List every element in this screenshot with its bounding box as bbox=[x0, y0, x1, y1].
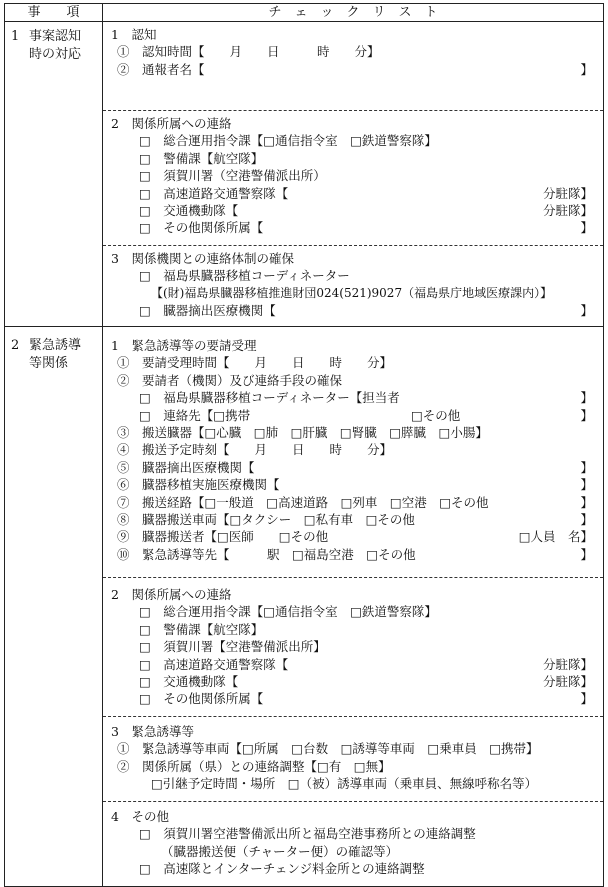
check-line: □ 総合運用指令課【□通信指令室 □鉄道警察隊】 bbox=[139, 133, 437, 149]
check-line bbox=[111, 389, 595, 406]
bracket-end: 分駐隊】 bbox=[542, 202, 593, 218]
check-line: ① 要請受理時間【 月 日 時 分】 bbox=[117, 355, 393, 371]
header-item: 事 項 bbox=[5, 4, 103, 22]
check-line bbox=[111, 61, 595, 78]
table-row bbox=[5, 327, 604, 887]
section-heading: 3 関係機関との連絡体制の確保 bbox=[111, 251, 294, 266]
item-cell bbox=[5, 327, 103, 887]
check-line bbox=[111, 673, 595, 690]
other-option: □その他 bbox=[411, 407, 461, 423]
line-text: □ 連絡先【□携帯 bbox=[139, 407, 251, 423]
check-line bbox=[111, 494, 595, 511]
bracket-end: 】 bbox=[580, 477, 593, 493]
table-row bbox=[5, 22, 604, 327]
bracket-end: 】 bbox=[580, 61, 593, 77]
section-liaison bbox=[103, 246, 603, 326]
header-row bbox=[5, 4, 604, 22]
line-text: ⑦ 搬送経路【□一般道 □高速道路 □列車 □空港 □その他 bbox=[117, 494, 489, 510]
line-text: ⑨ 臓器搬送者【□医師 □その他 bbox=[117, 529, 329, 545]
line-text: ⑥ 臓器移植実施医療機関【 bbox=[117, 477, 280, 493]
check-line: □ 須賀川署（空港警備派出所） bbox=[139, 168, 326, 184]
item-number: 2 bbox=[11, 338, 20, 353]
line-text: ⑤ 臓器摘出医療機関【 bbox=[117, 459, 255, 475]
check-line bbox=[111, 302, 595, 319]
check-line: □ 高速隊とインターチェンジ料金所との連絡調整 bbox=[139, 861, 425, 877]
checklist-table bbox=[4, 3, 604, 887]
header-checklist: チ ェ ッ ク リ ス ト bbox=[103, 4, 604, 22]
line-text: □ 高速道路交通警察隊【 bbox=[139, 656, 289, 672]
check-line: □ 福島県臓器移植コーディネーター bbox=[139, 268, 350, 284]
section-heading: 2 関係所属への連絡 bbox=[111, 116, 232, 131]
section-heading: 1 認知 bbox=[111, 27, 157, 42]
section-heading: 1 緊急誘導等の要請受理 bbox=[111, 338, 257, 353]
section-request bbox=[103, 327, 603, 578]
check-line bbox=[111, 528, 595, 545]
section-heading: 3 緊急誘導等 bbox=[111, 724, 194, 739]
check-line bbox=[111, 656, 595, 673]
check-line: □引継予定時間・場所 □（被）誘導車両（乗車員、無線呼称名等） bbox=[151, 776, 538, 792]
check-line: ② 関係所属（県）との連絡調整【□有 □無】 bbox=[117, 758, 391, 774]
bracket-end: 】 bbox=[580, 546, 593, 562]
item-number: 1 bbox=[11, 29, 20, 44]
section-other bbox=[103, 802, 603, 886]
check-line: （臓器搬送便（チャーター便）の確認等） bbox=[161, 843, 399, 859]
check-line: □ 総合運用指令課【□通信指令室 □鉄道警察隊】 bbox=[139, 604, 437, 620]
line-text: □ その他関係所属【 bbox=[139, 220, 264, 236]
line-text: □ 交通機動隊【 bbox=[139, 202, 239, 218]
bracket-end: 】 bbox=[580, 220, 593, 236]
checklist-cell bbox=[103, 22, 604, 327]
bracket-end: 】 bbox=[580, 390, 593, 406]
item-text: 時の対応 bbox=[29, 47, 82, 62]
line-text: □ 臓器摘出医療機関【 bbox=[139, 303, 276, 319]
bracket-end: □人員 名】 bbox=[518, 529, 593, 545]
bracket-end: 分駐隊】 bbox=[542, 673, 593, 689]
item-text: 緊急誘導 bbox=[29, 338, 82, 353]
check-line: □ 須賀川署空港警備派出所と福島空港事務所との連絡調整 bbox=[139, 826, 476, 842]
check-line: ④ 搬送予定時刻【 月 日 時 分】 bbox=[117, 442, 393, 458]
section-guidance bbox=[103, 717, 603, 802]
item-cell bbox=[5, 22, 103, 327]
section-heading: 2 関係所属への連絡 bbox=[111, 587, 232, 602]
line-text: ⑧ 臓器搬送車両【□タクシー □私有車 □その他 bbox=[117, 511, 415, 527]
check-line: ③ 搬送臓器【□心臓 □肺 □肝臓 □腎臓 □膵臓 □小腸】 bbox=[117, 424, 488, 440]
section-contact-2 bbox=[103, 578, 603, 717]
line-text: ⑩ 緊急誘導等先【 駅 □福島空港 □その他 bbox=[117, 546, 416, 562]
check-line bbox=[111, 185, 595, 202]
check-line: □ 警備課【航空隊】 bbox=[139, 621, 264, 637]
check-line bbox=[111, 459, 595, 476]
check-line bbox=[111, 511, 595, 528]
section-contact bbox=[103, 111, 603, 246]
check-line: ① 認知時間【 月 日 時 分】 bbox=[117, 44, 380, 60]
bracket-end: 分駐隊】 bbox=[542, 656, 593, 672]
bracket-end: 】 bbox=[580, 303, 593, 319]
section-heading: 4 その他 bbox=[111, 809, 169, 824]
section-recognition bbox=[103, 22, 603, 111]
bracket-end: 】 bbox=[580, 407, 593, 423]
checklist-cell bbox=[103, 327, 604, 887]
item-text: 等関係 bbox=[29, 356, 69, 371]
bracket-end: 】 bbox=[580, 494, 593, 510]
check-line bbox=[111, 407, 595, 424]
check-line bbox=[111, 476, 595, 493]
contact-info: 【(財)福島県臓器移植推進財団024(521)9027（福島県庁地域医療課内）】 bbox=[151, 285, 553, 300]
line-text: □ その他関係所属【 bbox=[139, 691, 264, 707]
bracket-end: 】 bbox=[580, 511, 593, 527]
check-line bbox=[111, 219, 595, 236]
bracket-end: 】 bbox=[580, 459, 593, 475]
line-text: ② 通報者名【 bbox=[117, 61, 205, 77]
bracket-end: 】 bbox=[580, 691, 593, 707]
check-line bbox=[111, 690, 595, 707]
check-line: □ 警備課【航空隊】 bbox=[139, 150, 264, 166]
line-text: □ 交通機動隊【 bbox=[139, 673, 239, 689]
check-line: ① 緊急誘導等車両【□所属 □台数 □誘導等車両 □乗車員 □携帯】 bbox=[117, 741, 539, 757]
line-text: □ 福島県臓器移植コーディネーター【担当者 bbox=[139, 390, 400, 406]
check-line: ② 要請者（機関）及び連絡手段の確保 bbox=[117, 372, 343, 388]
check-line: □ 須賀川署【空港警備派出所】 bbox=[139, 639, 326, 655]
check-line bbox=[111, 546, 595, 563]
bracket-end: 分駐隊】 bbox=[542, 185, 593, 201]
item-text: 事案認知 bbox=[29, 29, 82, 44]
line-text: □ 高速道路交通警察隊【 bbox=[139, 185, 289, 201]
check-line bbox=[111, 202, 595, 219]
